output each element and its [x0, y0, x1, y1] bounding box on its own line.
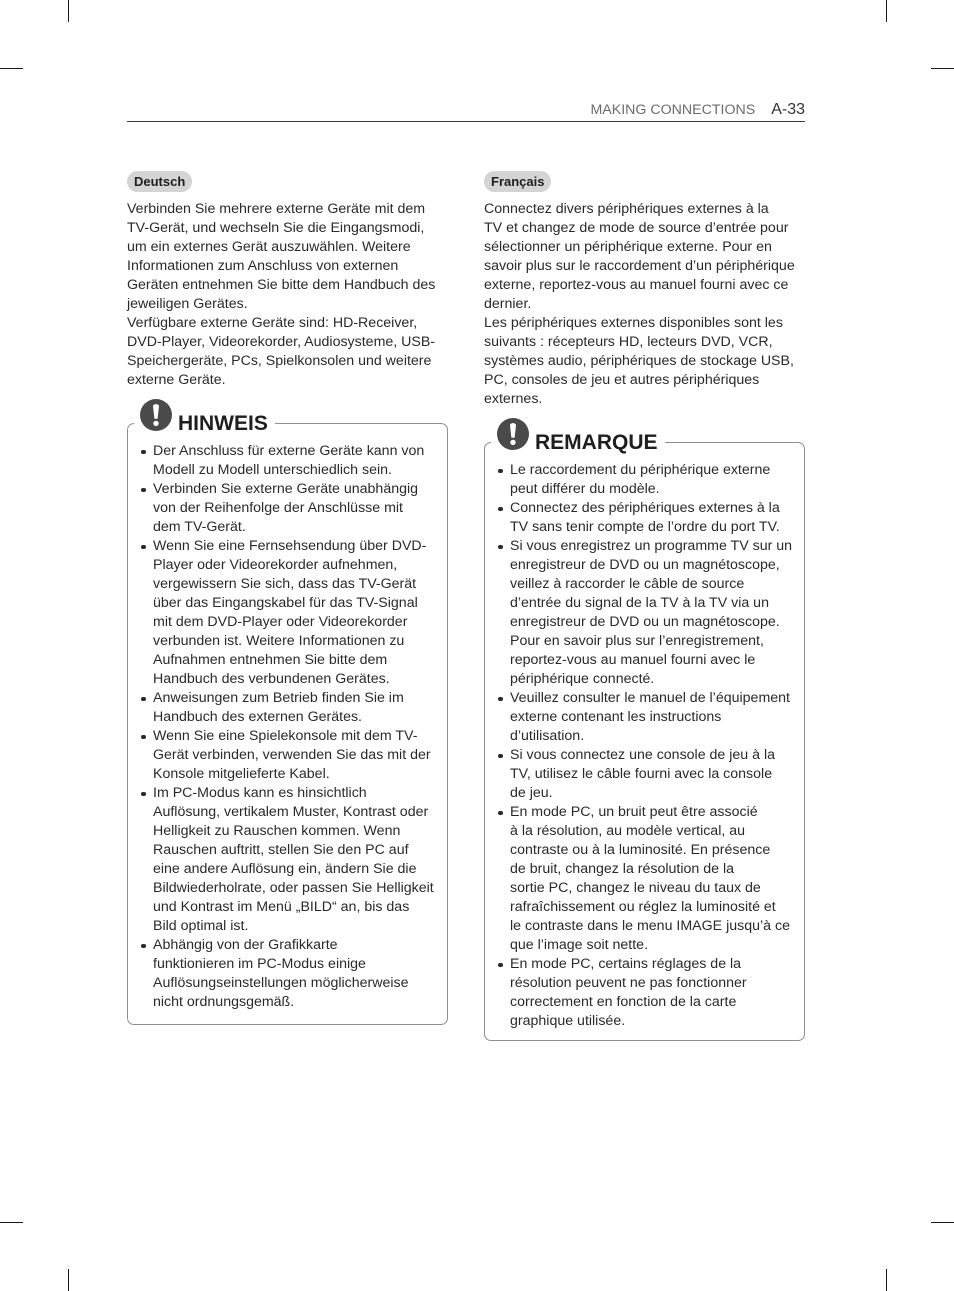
text-line: Connectez divers périphériques externes à la — [484, 201, 769, 217]
list-item — [140, 784, 440, 936]
text-line: Si vous connectez une console de jeu à la — [510, 747, 776, 763]
text-line: TV et changez de mode de source d’entrée pour — [484, 220, 789, 236]
text-line: Der Anschluss für externe Geräte kann von — [153, 443, 425, 459]
text-line: Anweisungen zum Betrieb finden Sie im — [153, 690, 404, 706]
text-line: über das Eingangskabel für das TV-Signal — [153, 595, 418, 611]
text-line: Handbuch des verbundenen Gerätes. — [153, 671, 390, 687]
crop-mark — [68, 1269, 69, 1291]
text-line: Helligkeit zu Rauschen kommen. Wenn — [153, 823, 401, 839]
text-line: dem TV-Gerät. — [153, 519, 246, 535]
text-line: veillez à raccorder le câble de source — [510, 576, 745, 592]
list-item — [140, 936, 440, 1012]
list-item — [140, 689, 440, 727]
text-line: externes. — [484, 391, 543, 407]
text-line: Handbuch des externen Gerätes. — [153, 709, 363, 725]
text-line: TV sans tenir compte de l’ordre du port TV. — [510, 519, 780, 535]
list-item — [140, 480, 440, 537]
list-item — [497, 689, 797, 746]
text-line: à la résolution, au modèle vertical, au — [510, 823, 746, 839]
exclamation-icon — [497, 418, 529, 450]
column-francais — [484, 0, 805, 1291]
text-line: Le raccordement du périphérique externe — [510, 462, 771, 478]
text-line: Veuillez consulter le manuel de l’équipement — [510, 690, 790, 706]
text-line: Les périphériques externes disponibles sont les — [484, 315, 783, 331]
text-line: d’utilisation. — [510, 728, 585, 744]
crop-mark — [886, 0, 887, 22]
text-line: von der Reihenfolge der Anschlüsse mit — [153, 500, 403, 516]
text-line: Speichergeräte, PCs, Spielkonsolen und weitere — [127, 353, 432, 369]
text-line: correctement en fonction de la carte — [510, 994, 737, 1010]
text-line: Im PC-Modus kann es hinsichtlich — [153, 785, 367, 801]
text-line: suivants : récepteurs HD, lecteurs DVD, VCR, — [484, 334, 773, 350]
text-line: Verbinden Sie mehrere externe Geräte mit dem — [127, 201, 426, 217]
note-title: HINWEIS — [178, 412, 268, 435]
crop-mark — [68, 0, 69, 22]
text-line: TV-Gerät, und wechseln Sie die Eingangsmodi, — [127, 220, 425, 236]
language-badge: Français — [484, 171, 551, 192]
text-line: enregistreur de DVD ou un magnétoscope, — [510, 557, 780, 573]
text-line: vergewissern Sie sich, dass das TV-Gerät — [153, 576, 417, 592]
note-heading — [134, 398, 275, 436]
paragraph — [127, 314, 448, 390]
text-line: funktionieren im PC-Modus einige — [153, 956, 366, 972]
text-line: sortie PC, changez le niveau du taux de — [510, 880, 761, 896]
crop-mark — [0, 1222, 23, 1223]
text-line: rafraîchissement ou réglez la luminosité et — [510, 899, 776, 915]
text-line: TV, utilisez le câble fourni avec la console — [510, 766, 773, 782]
text-line: Konsole mitgelieferte Kabel. — [153, 766, 330, 782]
text-line: Aufnahmen entnehmen Sie bitte dem — [153, 652, 388, 668]
text-line: Abhängig von der Grafikkarte — [153, 937, 338, 953]
text-line: Auflösung, vertikalem Muster, Kontrast oder — [153, 804, 429, 820]
note-list — [497, 461, 797, 1031]
bullet-icon — [498, 697, 503, 702]
text-line: Player oder Videorekorder aufnehmen, — [153, 557, 398, 573]
intro-text — [484, 200, 805, 409]
text-line: Bildwiederholrate, oder passen Sie Helligkeit — [153, 880, 434, 896]
note-list — [140, 442, 440, 1012]
bullet-icon — [141, 488, 146, 493]
note-heading — [491, 417, 665, 455]
list-item — [497, 955, 797, 1031]
bullet-icon — [141, 450, 146, 455]
bullet-icon — [498, 469, 503, 474]
text-line: savoir plus sur le raccordement d’un périphérique — [484, 258, 795, 274]
text-line: um ein externes Gerät auszuwählen. Weitere — [127, 239, 411, 255]
bullet-icon — [498, 811, 503, 816]
note-title: REMARQUE — [535, 431, 658, 454]
text-line: DVD-Player, Videorekorder, Audiosysteme, USB- — [127, 334, 436, 350]
list-item — [497, 803, 797, 955]
text-line: Pour en savoir plus sur l’enregistrement, — [510, 633, 764, 649]
text-line: Auflösungseinstellungen möglicherweise — [153, 975, 409, 991]
paragraph — [484, 200, 805, 314]
intro-text — [127, 200, 448, 390]
bullet-icon — [498, 754, 503, 759]
list-item — [497, 499, 797, 537]
text-line: peut différer du modèle. — [510, 481, 660, 497]
text-line: reportez-vous au manuel fourni avec le — [510, 652, 756, 668]
text-line: Geräten entnehmen Sie bitte dem Handbuch des — [127, 277, 436, 293]
text-line: Wenn Sie eine Fernsehsendung über DVD- — [153, 538, 427, 554]
text-line: jeweiligen Gerätes. — [127, 296, 248, 312]
text-line: de jeu. — [510, 785, 553, 801]
bullet-icon — [141, 545, 146, 550]
list-item — [140, 442, 440, 480]
crop-mark — [931, 1222, 954, 1223]
crop-mark — [0, 68, 23, 69]
text-line: externe, reportez-vous au manuel fourni avec ce — [484, 277, 789, 293]
language-badge: Deutsch — [127, 171, 192, 192]
column-deutsch — [127, 0, 448, 1291]
text-line: sélectionner un périphérique externe. Pour en — [484, 239, 772, 255]
text-line: En mode PC, un bruit peut être associé — [510, 804, 758, 820]
bullet-icon — [498, 507, 503, 512]
text-line: externe Geräte. — [127, 372, 226, 388]
text-line: Modell zu Modell unterschiedlich sein. — [153, 462, 392, 478]
paragraph — [484, 314, 805, 409]
bullet-icon — [141, 944, 146, 949]
list-item — [497, 537, 797, 689]
text-line: Verbinden Sie externe Geräte unabhängig — [153, 481, 419, 497]
section-title: MAKING CONNECTIONS — [590, 102, 756, 118]
text-line: En mode PC, certains réglages de la — [510, 956, 742, 972]
text-line: enregistreur de DVD ou un magnétoscope. — [510, 614, 780, 630]
bullet-icon — [141, 792, 146, 797]
text-line: und Kontrast im Menü „BILD“ an, bis das — [153, 899, 410, 915]
bullet-icon — [141, 697, 146, 702]
text-line: systèmes audio, périphériques de stockage USB, — [484, 353, 794, 369]
text-line: Connectez des périphériques externes à la — [510, 500, 780, 516]
text-line: Si vous enregistrez un programme TV sur un — [510, 538, 793, 554]
text-line: résolution peuvent ne pas fonctionner — [510, 975, 747, 991]
bullet-icon — [498, 545, 503, 550]
text-line: Informationen zum Anschluss von externen — [127, 258, 399, 274]
text-line: dernier. — [484, 296, 532, 312]
text-line: Gerät verbinden, verwenden Sie das mit der — [153, 747, 431, 763]
text-line: verbunden ist. Weitere Informationen zu — [153, 633, 405, 649]
exclamation-icon — [140, 399, 172, 431]
text-line: Verfügbare externe Geräte sind: HD-Receiver, — [127, 315, 418, 331]
text-line: PC, consoles de jeu et autres périphériques — [484, 372, 760, 388]
text-line: le contraste dans le menu IMAGE jusqu’à ce — [510, 918, 790, 934]
list-item — [497, 461, 797, 499]
bullet-icon — [498, 963, 503, 968]
list-item — [140, 727, 440, 784]
text-line: contraste ou à la luminosité. En présence — [510, 842, 771, 858]
text-line: mit dem DVD-Player oder Videorekorder — [153, 614, 408, 630]
text-line: périphérique connecté. — [510, 671, 655, 687]
crop-mark — [886, 1269, 887, 1291]
text-line: que l’image soit nette. — [510, 937, 649, 953]
text-line: Rauschen auftritt, stellen Sie den PC auf — [153, 842, 409, 858]
text-line: nicht ordnungsgemäß. — [153, 994, 295, 1010]
bullet-icon — [141, 735, 146, 740]
text-line: externe contenant les instructions — [510, 709, 722, 725]
text-line: eine andere Auflösung ein, ändern Sie die — [153, 861, 417, 877]
list-item — [497, 746, 797, 803]
text-line: graphique utilisée. — [510, 1013, 626, 1029]
text-line: Bild optimal ist. — [153, 918, 249, 934]
text-line: d’entrée du signal de la TV à la TV via un — [510, 595, 769, 611]
list-item — [140, 537, 440, 689]
text-line: de bruit, changez la résolution de la — [510, 861, 734, 877]
text-line: Wenn Sie eine Spielekonsole mit dem TV- — [153, 728, 418, 744]
crop-mark — [931, 68, 954, 69]
page-number: A-33 — [771, 101, 805, 118]
paragraph — [127, 200, 448, 314]
